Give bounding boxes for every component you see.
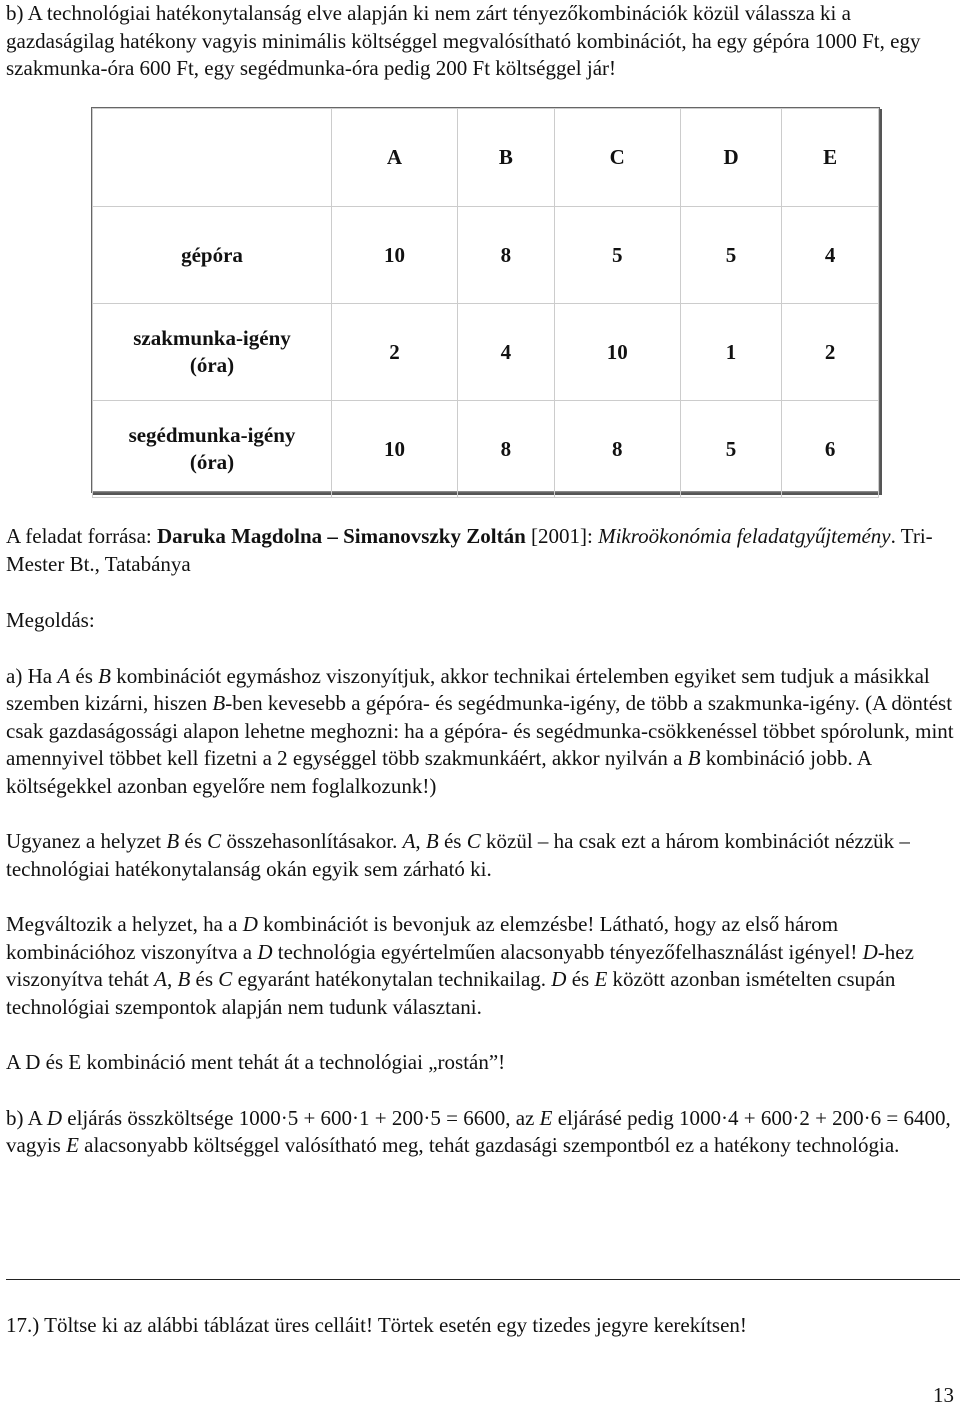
source-year: [2001]: <box>525 524 599 548</box>
table-header-row <box>93 109 879 207</box>
header-cell: B <box>458 109 555 207</box>
solution-paragraph-b: b) A D eljárás összköltsége 1000·5 + 600·1 + 200·5 = 6600, az E eljárásé pedig 1000·4 + 600·2 + 200·6 = 6400, vagyis E alacsonyabb költséggel valósítható meg, tehát gazdasági szempontból ez a hatékony technológia. <box>6 1105 951 1157</box>
cost-formula-d: 1000·5 + 600·1 + 200·5 = 6600 <box>238 1105 506 1130</box>
next-task: 17.) Töltse ki az alábbi táblázat üres celláit! Törtek esetén egy tizedes jegyre kerekítsen! <box>6 1313 747 1337</box>
header-cell: D <box>680 109 782 207</box>
row-label <box>93 304 332 401</box>
table-cell: 10 <box>332 401 458 498</box>
table-row <box>93 207 879 304</box>
row-label-line: segédmunka-igény <box>128 423 296 447</box>
solution-paragraph-a: a) Ha A és B kombinációt egymáshoz viszonyítjuk, akkor technikai értelemben egyiket sem tudjuk a másikkal szemben kizárni, hiszen B-ben kevesebb a gépóra- és segédmunka-igény, de több a szakmunka-igény. (A döntést csak gazdaságossági alapon lehetne meghozni: ha a gépóra- és segédmunka-csökkenéssel többet spórolunk, mint amennyivel többet kell fizetni a 2 egységgel több szakmunkáért, akkor nyilván a B kombináció jobb. A költségekkel azonban egyelőre nem foglalkozunk!) <box>6 663 954 798</box>
table-cell: 1 <box>680 304 782 401</box>
row-label: gépóra <box>93 207 332 304</box>
row-label-unit: (óra) <box>189 450 235 474</box>
solution-section <box>6 607 954 1160</box>
row-label-line: szakmunka-igény <box>133 326 291 350</box>
data-table <box>92 108 879 498</box>
cost-formula-e: 1000·4 + 600·2 + 200·6 = 6400 <box>679 1105 946 1130</box>
table-cell: 8 <box>458 401 555 498</box>
table-cell: 2 <box>782 304 879 401</box>
table-cell: 5 <box>680 401 782 498</box>
table-cell: 4 <box>458 304 555 401</box>
source-title: Mikroökonómia feladatgyűjtemény <box>598 524 891 548</box>
table-cell: 10 <box>554 304 680 401</box>
table-row <box>93 401 879 498</box>
table-cell: 2 <box>332 304 458 401</box>
table-cell: 6 <box>782 401 879 498</box>
source-authors: Daruka Magdolna – Simanovszky Zoltán <box>157 524 526 548</box>
table-cell: 5 <box>554 207 680 304</box>
table-cell: 4 <box>782 207 879 304</box>
header-cell: C <box>554 109 680 207</box>
page-number: 13 <box>933 1383 954 1407</box>
table-cell: 10 <box>332 207 458 304</box>
row-label <box>93 401 332 498</box>
source-publisher: . Tri-Mester Bt., Tatabánya <box>6 524 933 576</box>
solution-paragraph-bc: Ugyanez a helyzet B és C összehasonlításakor. A, B és C közül – ha csak ezt a három kombinációt nézzük – technológiai hatékonytalanság okán egyik sem zárható ki. <box>6 829 910 881</box>
source-citation <box>6 523 954 578</box>
row-label-unit: (óra) <box>189 353 235 377</box>
section-divider <box>6 1279 960 1280</box>
table-row <box>93 304 879 401</box>
data-table-frame <box>91 107 880 493</box>
solution-conclusion-a: A D és E kombináció ment tehát át a technológiai „rostán”! <box>6 1050 506 1074</box>
header-cell: A <box>332 109 458 207</box>
header-cell: E <box>782 109 879 207</box>
corner-cell <box>93 109 332 207</box>
table-cell: 8 <box>458 207 555 304</box>
task-intro: b) A technológiai hatékonytalanság elve alapján ki nem zárt tényezőkombinációk közül válassza ki a gazdaságilag hatékony vagyis minimális költséggel megvalósítható kombinációt, ha egy gépóra 1000 Ft, egy szakmunka-óra 600 Ft, egy segédmunka-óra pedig 200 Ft költséggel jár! <box>6 1 921 80</box>
solution-paragraph-d: Megváltozik a helyzet, ha a D kombinációt is bevonjuk az elemzésbe! Látható, hogy az első három kombinációhoz viszonyítva a D technológia egyértelműen alacsonyabb tényezőfelhasználást igényel! D-hez viszonyítva tehát A, B és C egyaránt hatékonytalan technikailag. D és E között azonban ismételten csupán technológiai szempontok alapján nem tudunk választani. <box>6 912 914 1019</box>
table-cell: 8 <box>554 401 680 498</box>
source-prefix: A feladat forrása: <box>6 524 158 548</box>
solution-heading: Megoldás: <box>6 608 95 632</box>
table-cell: 5 <box>680 207 782 304</box>
